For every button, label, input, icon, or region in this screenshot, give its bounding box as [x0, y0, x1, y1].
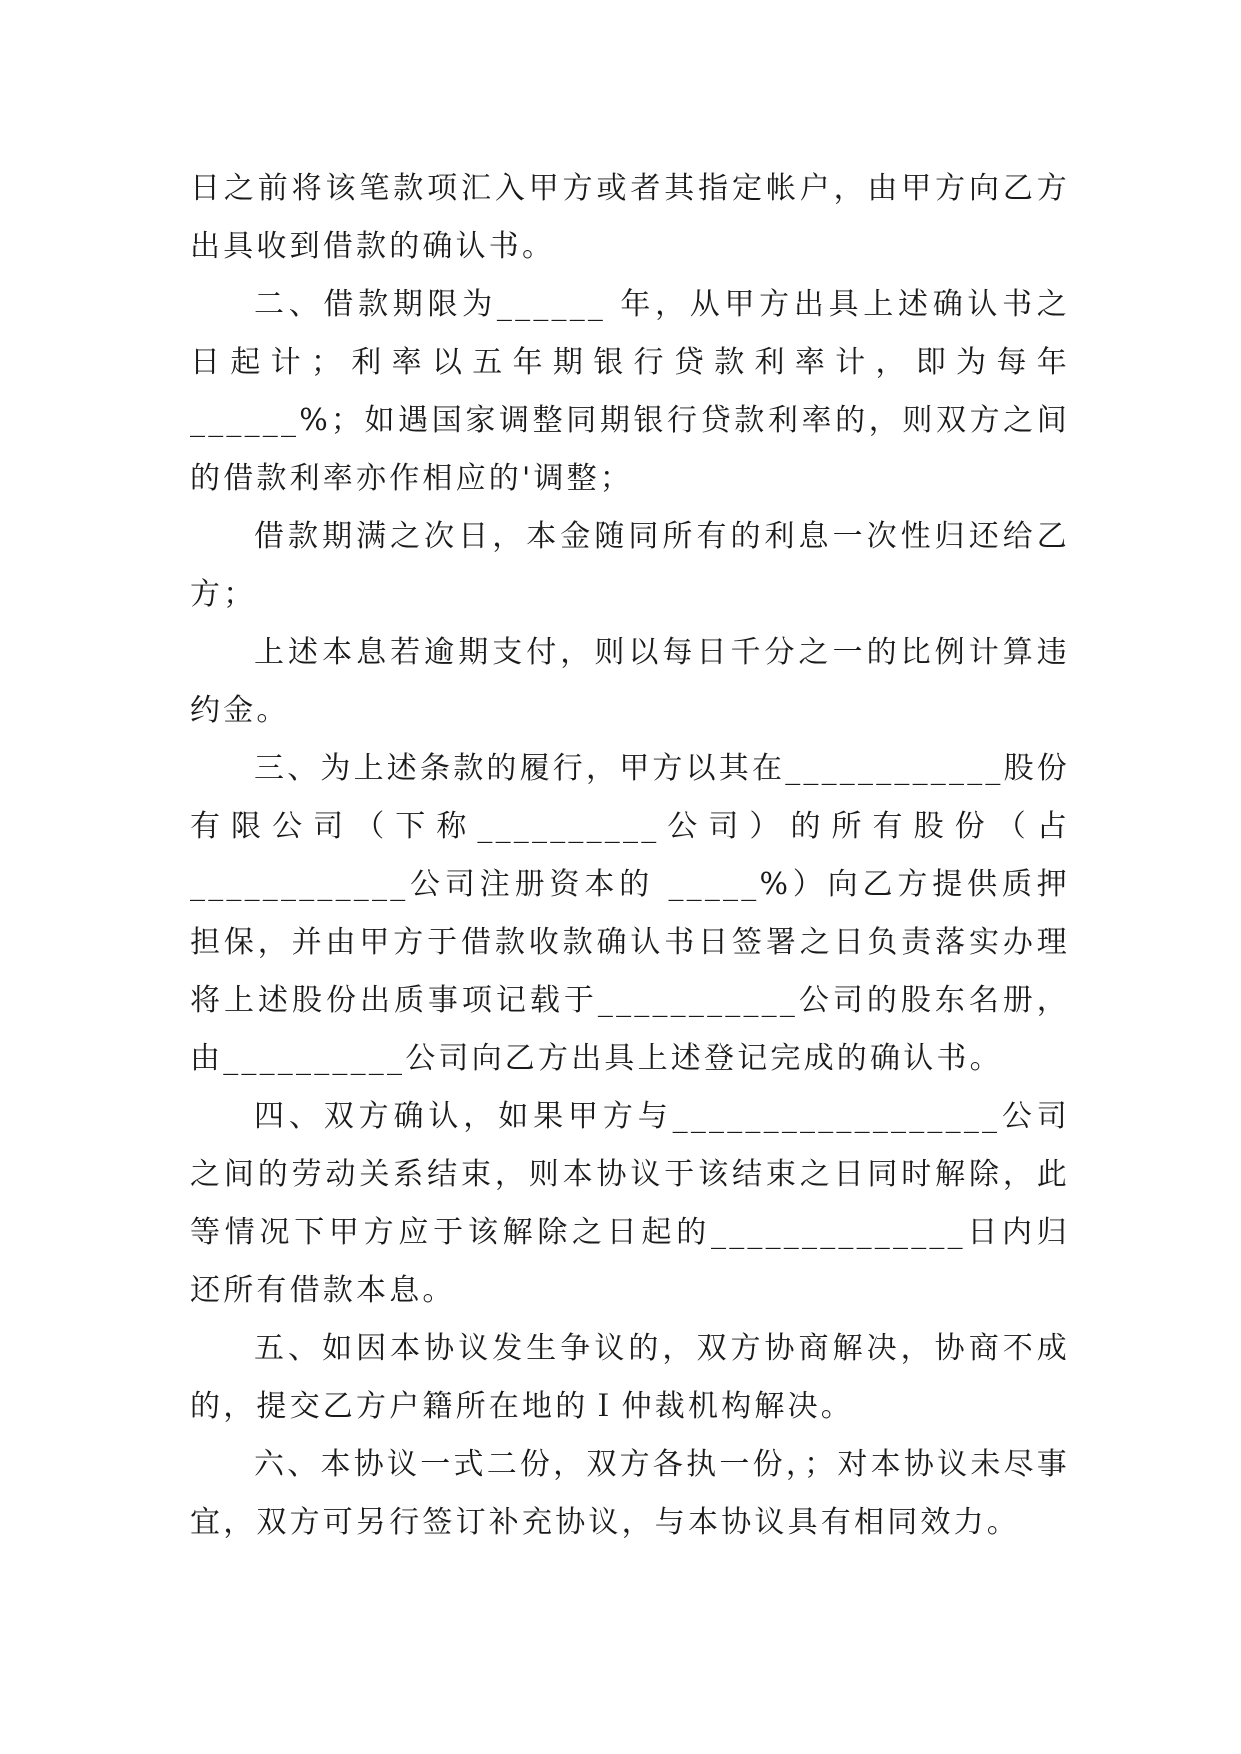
document-body — [190, 160, 1070, 1552]
paragraph-clause-6: 六、本协议一式二份，双方各执一份，；对本协议未尽事宜，双方可另行签订补充协议，与本协议具有相同效力。 — [190, 1447, 1070, 1540]
paragraph-continuation: 日之前将该笔款项汇入甲方或者其指定帐户，由甲方向乙方出具收到借款的确认书。 — [190, 171, 1070, 264]
paragraph-repayment: 借款期满之次日，本金随同所有的利息一次性归还给乙方； — [190, 519, 1070, 612]
paragraph-clause-3: 三、为上述条款的履行，甲方以其在____________股份有限公司（下称__________公司）的所有股份（占____________公司注册资本的 _____%）向乙方提供质押担保，并由甲方于借款收款确认书日签署之日负责落实办理将上述股份出质事项记载于___________公司的股东名册，由__________公司向乙方出具上述登记完成的确认书。 — [190, 751, 1070, 1076]
paragraph-penalty: 上述本息若逾期支付，则以每日千分之一的比例计算违约金。 — [190, 635, 1070, 728]
paragraph-clause-4: 四、双方确认，如果甲方与__________________公司之间的劳动关系结束，则本协议于该结束之日同时解除，此等情况下甲方应于该解除之日起的______________日内归还所有借款本息。 — [190, 1099, 1070, 1308]
paragraph-clause-2: 二、借款期限为______ 年，从甲方出具上述确认书之日起计；利率以五年期银行贷款利率计，即为每年______%；如遇国家调整同期银行贷款利率的，则双方之间的借款利率亦作相应的'调整； — [190, 287, 1070, 496]
paragraph-clause-5: 五、如因本协议发生争议的，双方协商解决，协商不成的，提交乙方户籍所在地的Ｉ仲裁机构解决。 — [190, 1331, 1070, 1424]
